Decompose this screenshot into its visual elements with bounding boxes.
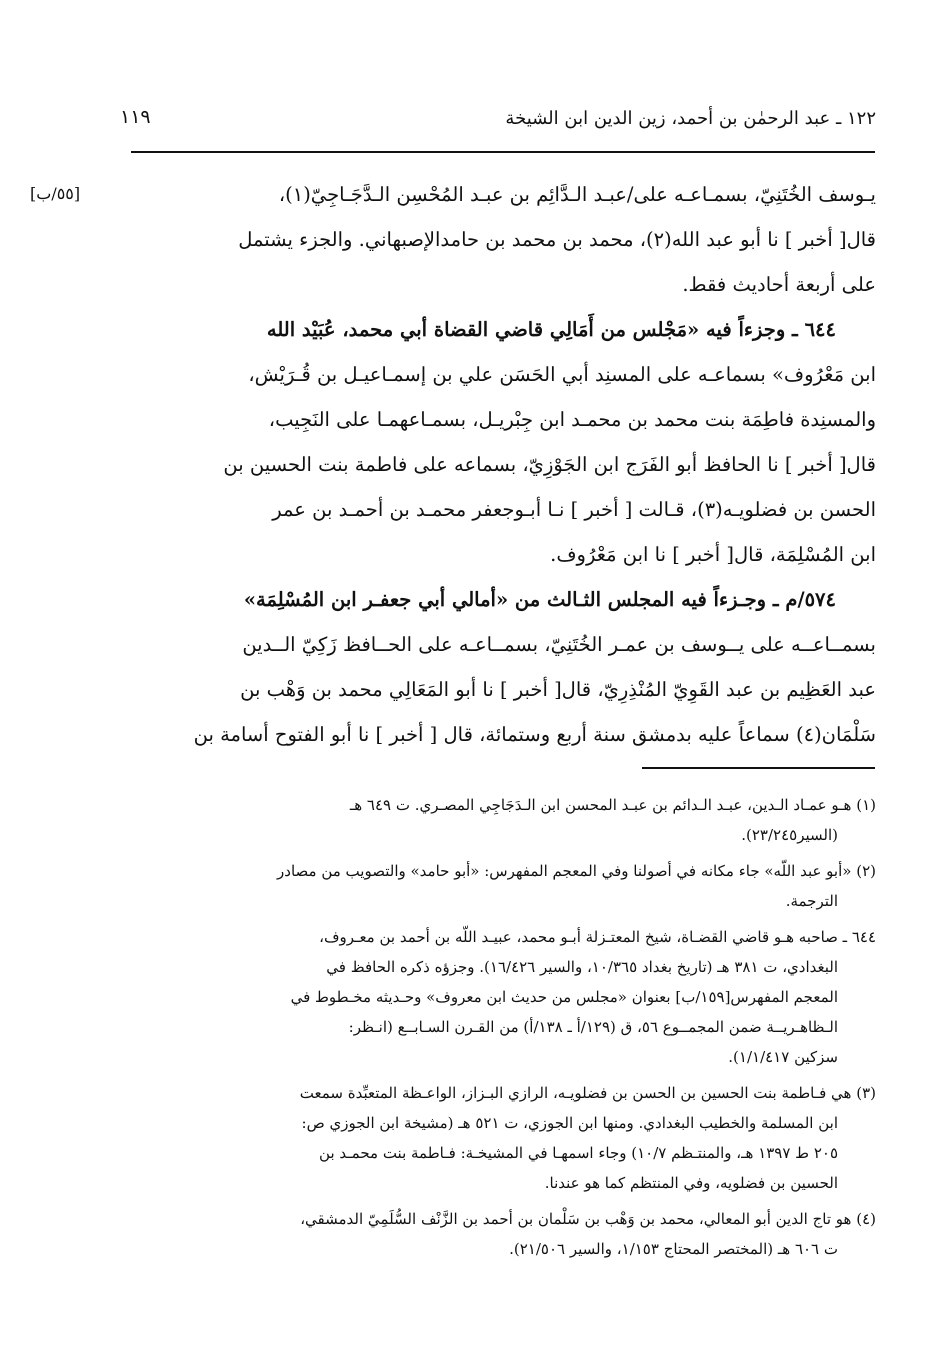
footnote-line: (٢) «أبو عبد اللّه» جاء مكانه في أصولنا وفي المعجم المفهرس: «أبو حامد» والتصويب من مصادر (277, 862, 876, 880)
text-line: عبد العَظِيم بن عبد القَوِيّ المُنْذِرِيّ، قال[ أخبر ] نا أبو المَعَالِي محمد بن وَهْب بن (240, 678, 876, 701)
text-line: ابن مَعْرُوف» بسماعـه على المسنِد أبي الحَسَن علي بن إسمـاعيـل بن قُـرَيْش، (248, 363, 876, 386)
footnotes (120, 790, 876, 1270)
page-number: ١١٩ (120, 106, 151, 128)
footnote-line: الـظاهـريــة ضمن المجمــوع ٥٦، ق (١٢٩/أ ـ ١٣٨/أ) من القـرن السـابــع (انـظر: (348, 1018, 838, 1036)
text-line: يـوسف الخُتَنِيّ، بسمـاعـه على/عبـد الـدَّائِم بن عبـد المُحْسِن الـدَّجَـاجِيّ(١)، (278, 183, 876, 206)
footnote-line: (السير٢٣/٢٤٥). (741, 826, 838, 844)
footnote-line: ٦٤٤ ـ صاحبه هـو قاضي القضـاة، شيخ المعتـزلة أبـو محمد، عبيـد اللّه بن أحمد بن معـروف، (319, 928, 876, 946)
header-divider (131, 151, 875, 153)
footnote-line: المعجم المفهرس[١٥٩/ب] بعنوان «مجلس من حديث ابن معروف» وحـديثه مخـطوط في (290, 988, 838, 1006)
footnote-line: ت ٦٠٦ هـ (المختصر المحتاج ١/١٥٣، والسير ٢١/٥٠٦). (509, 1240, 838, 1258)
text-line: بسمــاعــه على يــوسف بن عمـر الخُتَنِيّ، بسمــاعـه على الحــافظ زَكِيّ الــدين (242, 633, 876, 656)
text-line: سَلْمَان(٤) سماعاً عليه بدمشق سنة أربع وستمائة، قال [ أخبر ] نا أبو الفتوح أسامة بن (193, 723, 876, 746)
footnote (120, 856, 876, 916)
text-line: قال[ أخبر ] نا أبو عبد الله(٢)، محمد بن محمد بن حامدالإصبهاني. والجزء يشتمل (238, 228, 876, 251)
running-header-title: ١٢٢ ـ عبد الرحمٰن بن أحمد، زين الدين ابن الشيخة (505, 108, 876, 129)
footnote-divider (642, 767, 875, 769)
footnote (120, 790, 876, 850)
text-line: والمسنِدة فاطِمَة بنت محمد بن محمـد ابن جِبْريـل، بسمـاعهمـا على النَجِيب، (268, 408, 876, 431)
footnote-line: ٢٠٥ ط ١٣٩٧ هـ، والمنتـظم ١٠/٧) وجاء اسمهـا في المشيخـة: فـاطمة بنت محمـد بن (319, 1144, 838, 1162)
footnote-line: (١) هـو عمـاد الـدين، عبـد الـدائم بن عبـد المحسن ابن الـدَجَاجِي المصـري. ت ٦٤٩ هـ (349, 796, 876, 814)
entry-heading-line: ٦٤٤ ـ وجزءاً فيه «مَجْلس من أَمَالِي قاضي القضاة أبي محمد، عُبَيْد الله (266, 318, 836, 341)
footnote (120, 1078, 876, 1198)
footnote-line: (٤) هو تاج الدين أبو المعالي، محمد بن وَهْب بن سَلْمان بن أحمد بن الزَّنْف السُّلَمِيّ الدمشقي، (300, 1210, 876, 1228)
text-line: الحسن بن فضلويـه(٣)، قـالت [ أخبر ] نـا أبـوجعفر محمـد بن أحمـد بن عمر (272, 498, 876, 521)
footnote-line: البغدادي، ت ٣٨١ هـ (تاريخ بغداد ١٠/٣٦٥، والسير ١٦/٤٢٦). وجزؤه ذكره الحافظ في (326, 958, 838, 976)
entry-heading-line: ٥٧٤/م ـ وجـزءاً فيه المجلس الثـالث من «أمالي أبي جعفـر ابن المُسْلِمَة» (243, 588, 836, 611)
footnote (120, 922, 876, 1072)
footnote (120, 1204, 876, 1264)
footnote-line: سزكين ١/١/٤١٧). (728, 1048, 838, 1066)
main-text (132, 172, 876, 757)
footnote-line: ابن المسلمة والخطيب البغدادي. ومنها ابن الجوزي، ت ٥٢١ هـ (مشيخة ابن الجوزي ص: (301, 1114, 838, 1132)
footnote-line: الحسين بن فضلويه، وفي المنتظم كما هو عندنا. (544, 1174, 838, 1192)
footnote-line: (٣) هي فـاطمة بنت الحسين بن الحسن بن فضلويـه، الرازي البـزاز، الواعـظة المتعبِّدة سمعت (299, 1084, 876, 1102)
text-line: ابن المُسْلِمَة، قال[ أخبر ] نا ابن مَعْرُوف. (550, 543, 876, 566)
text-line: قال[ أخبر ] نا الحافظ أبو الفَرَج ابن الجَوْزِيّ، بسماعه على فاطمة بنت الحسين بن (223, 453, 876, 476)
text-line: على أربعة أحاديث فقط. (682, 273, 876, 296)
footnote-line: الترجمة. (785, 892, 838, 910)
manuscript-folio-marker: [٥٥/ب] (30, 184, 81, 203)
